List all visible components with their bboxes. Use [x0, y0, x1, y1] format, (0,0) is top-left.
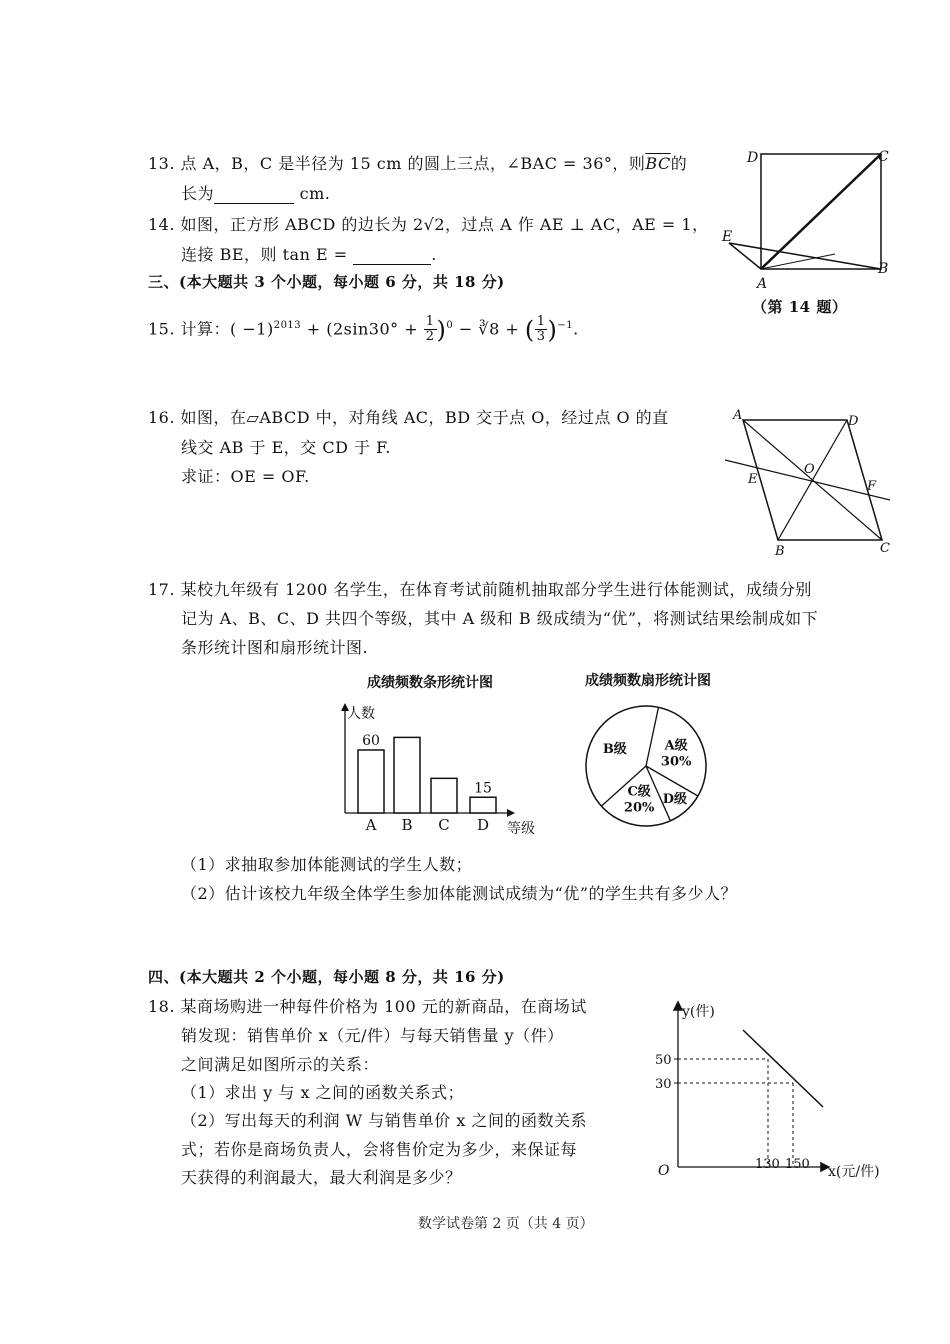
bar-chart	[325, 695, 550, 840]
bar-value-A: 60	[362, 733, 380, 749]
tick-30: 30	[655, 1077, 672, 1092]
q16-line1: 16. 如图，在▱ABCD 中，对角线 AC，BD 交于点 O，经过点 O 的直	[148, 408, 669, 427]
helper-line	[761, 254, 835, 269]
q17-line2: 记为 A、B、C、D 共四个等级，其中 A 级和 B 级成绩为“优”，将测试结果绘制成如下	[181, 609, 819, 628]
pie-percent-A级: 30%	[660, 754, 692, 770]
q18-line3: 之间满足如图所示的关系：	[181, 1055, 380, 1074]
bar-chart-title: 成绩频数条形统计图	[367, 675, 493, 691]
label-e: E	[722, 229, 733, 245]
x-axis-label: x(元/件)	[828, 1164, 880, 1180]
q14-line2: 连接 BE，则 tan E = .	[181, 245, 437, 264]
bar-tick-A: A	[365, 816, 377, 834]
q18-line1: 18. 某商场购进一种每件价格为 100 元的新商品，在商场试	[148, 997, 587, 1016]
label-d: D	[848, 414, 859, 429]
label-b: B	[775, 544, 785, 559]
bar-tick-B: B	[401, 816, 413, 834]
tick-50: 50	[655, 1053, 672, 1068]
label-c: C	[878, 149, 889, 165]
label-e: E	[748, 472, 758, 487]
label-c: C	[880, 541, 890, 556]
bar-tick-D: D	[476, 816, 490, 834]
diagonal-bd	[778, 420, 847, 540]
label-a: A	[733, 408, 743, 423]
bar-value-D: 15	[474, 780, 492, 797]
origin-label: O	[658, 1163, 670, 1179]
q16-line3: 求证：OE = OF.	[181, 467, 310, 486]
q15-fraction-half: $\frac{1}{2}$	[425, 314, 435, 345]
label-a: A	[757, 276, 768, 292]
q14-answer-blank[interactable]	[353, 248, 431, 265]
q17-line3: 条形统计图和扇形统计图.	[181, 638, 369, 657]
tick-130: 130	[755, 1157, 780, 1172]
q18-line7: 天获得的利润最大，最大利润是多少？	[181, 1168, 462, 1187]
q13-line2: 长为 cm.	[181, 184, 331, 203]
q13-arc: $\overline{BC}$	[645, 154, 671, 173]
demand-line	[743, 1030, 823, 1107]
label-o: O	[804, 462, 815, 477]
pie-label-C级: C级	[627, 784, 651, 800]
q17-sub1: （1）求抽取参加体能测试的学生人数；	[181, 855, 473, 874]
q13-answer-blank[interactable]	[214, 187, 294, 204]
section3-title: 三、(本大题共 3 个小题，每小题 6 分，共 18 分)	[148, 273, 505, 291]
q18-graph	[650, 995, 895, 1185]
q15-fraction-third: $\frac{1}{3}$	[536, 314, 546, 345]
q14-line1: 14. 如图，正方形 ABCD 的边长为 2√2，过点 A 作 AE ⊥ AC，AE = 1，	[148, 215, 709, 234]
pie-percent-C级: 20%	[623, 800, 655, 816]
pie-label-B级: B级	[602, 742, 627, 757]
q18-line6: 式；若你是商场负责人，会将售价定为多少，来保证每	[181, 1140, 578, 1159]
q14-caption: （第 14 题）	[752, 298, 848, 316]
bar-C	[431, 778, 457, 813]
tick-150: 150	[785, 1157, 810, 1172]
bar-tick-C: C	[438, 816, 450, 834]
section4-title: 四、(本大题共 2 个小题，每小题 8 分，共 16 分)	[148, 968, 505, 986]
pie-label-D级: D级	[662, 792, 688, 808]
q16-line2: 线交 AB 于 E，交 CD 于 F.	[181, 438, 391, 457]
pie-chart	[580, 700, 715, 835]
bar-x-arrow	[507, 809, 515, 817]
label-b: B	[878, 261, 889, 277]
label-f: F	[867, 479, 877, 494]
pie-chart-title: 成绩频数扇形统计图	[585, 673, 711, 689]
q16-figure	[720, 405, 900, 560]
page-footer: 数学试卷第 2 页（共 4 页）	[418, 1216, 594, 1232]
bar-A	[358, 750, 384, 813]
q17-line1: 17. 某校九年级有 1200 名学生，在体育考试前随机抽取部分学生进行体能测试，成绩分别	[148, 580, 812, 599]
bar-xlabel: 等级	[507, 821, 535, 837]
bar-D	[470, 797, 496, 813]
bar-ylabel: 人数	[347, 706, 375, 722]
q13-line1: 13. 点 A，B，C 是半径为 15 cm 的圆上三点，∠BAC = 36°，则$\overline{BC}$的	[148, 154, 688, 173]
q14-figure	[715, 140, 900, 290]
y-axis-label: y(件)	[682, 1004, 715, 1020]
q18-line2: 销发现：销售单价 x（元/件）与每天销售量 y（件）	[181, 1026, 564, 1045]
q18-line5: （2）写出每天的利润 W 与销售单价 x 之间的函数关系	[181, 1111, 587, 1130]
q18-line4: （1）求出 y 与 x 之间的函数关系式；	[181, 1083, 465, 1102]
q17-sub2: （2）估计该校九年级全体学生参加体能测试成绩为“优”的学生共有多少人？	[181, 884, 738, 903]
bar-B	[394, 737, 420, 813]
segment-be	[729, 243, 881, 269]
label-d: D	[747, 150, 759, 166]
q15-expression: 15. 计算：( −1)$^{2013}$ + (2sin30° + $\frac{1}{2}$ )$^0$ − ∛8 + ( $\frac{1}{3}$ )$^{-1}$.	[148, 314, 579, 345]
pie-label-A级: A级	[664, 738, 688, 754]
